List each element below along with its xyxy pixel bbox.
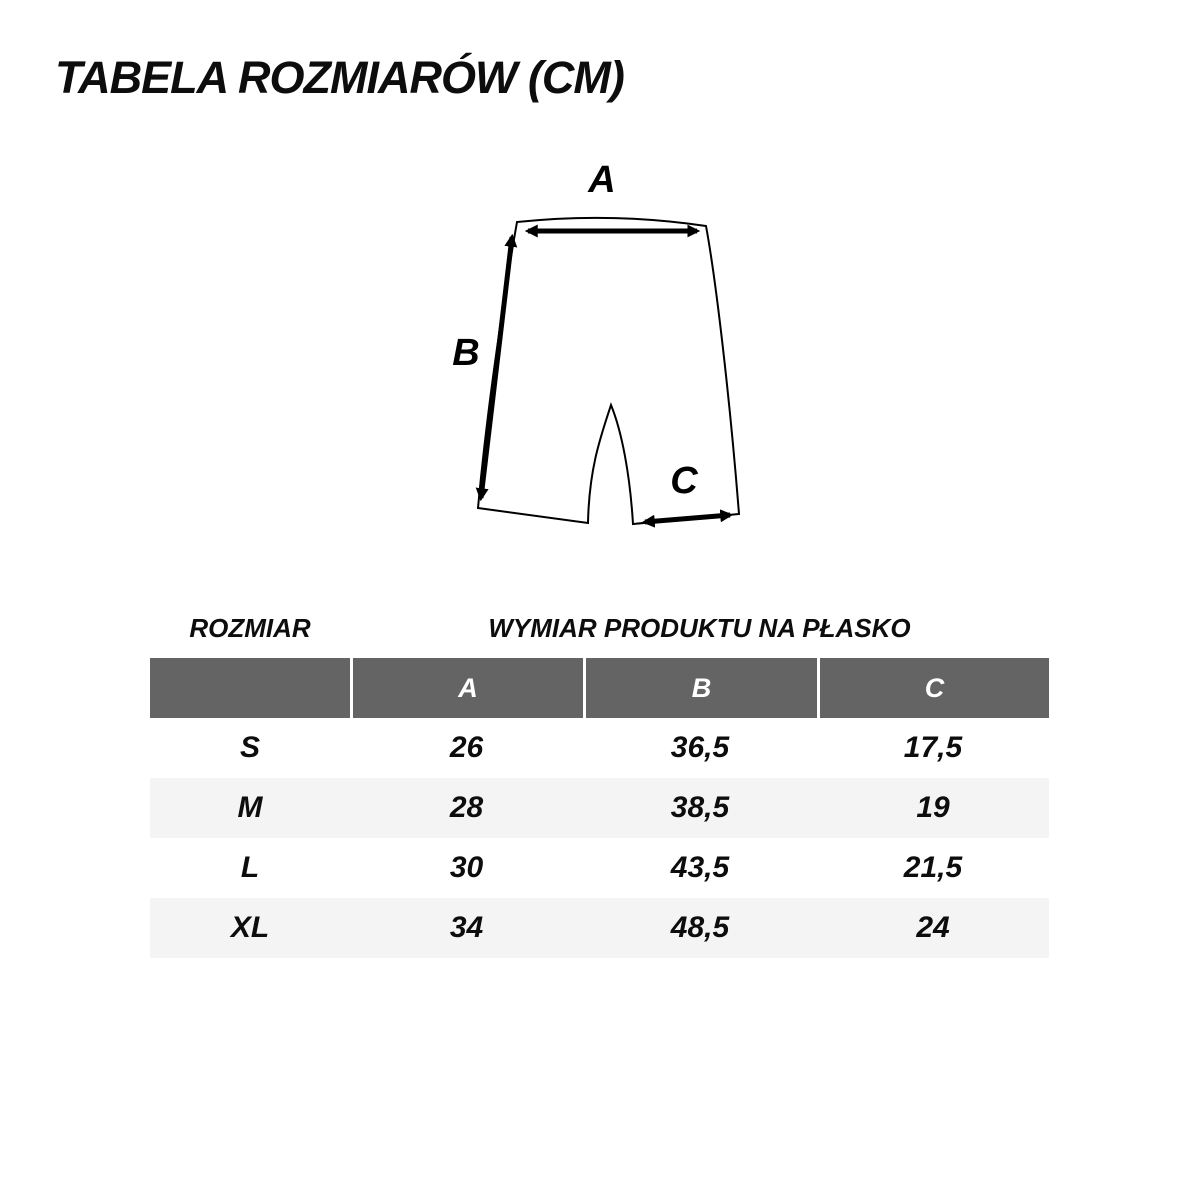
table-row-l xyxy=(150,838,1049,898)
value-b-cell: 38,5 xyxy=(670,791,730,824)
value-c-cell: 19 xyxy=(916,791,950,824)
value-c-cell: 24 xyxy=(916,911,950,944)
value-a-cell: 34 xyxy=(449,911,484,944)
diagram-label-b: B xyxy=(452,332,480,374)
shorts-outline xyxy=(478,218,739,524)
diagram-label-a: A xyxy=(588,159,616,201)
value-a-cell: 30 xyxy=(449,851,484,884)
measure-b-arrow xyxy=(481,237,512,498)
diagram-label-c: C xyxy=(670,460,698,502)
header-cell-c: C xyxy=(817,658,1049,718)
value-a-cell: 26 xyxy=(449,731,484,764)
table-header-row xyxy=(150,658,1049,718)
value-b-cell: 48,5 xyxy=(670,911,730,944)
size-cell: L xyxy=(240,851,260,884)
value-a-cell: 28 xyxy=(449,791,484,824)
size-cell: S xyxy=(239,731,260,764)
table-row-s xyxy=(150,718,1049,778)
table-row-xl xyxy=(150,898,1049,958)
page-title: TABELA ROZMIARÓW (CM) xyxy=(55,52,624,103)
value-c-cell: 17,5 xyxy=(903,731,963,764)
header-cell-b: B xyxy=(583,658,817,718)
size-table xyxy=(150,605,1049,958)
measure-group-header: WYMIAR PRODUKTU NA PŁASKO xyxy=(488,613,911,643)
header-cell-empty xyxy=(150,658,350,718)
shorts-measurement-diagram xyxy=(430,150,770,560)
measure-c-arrow xyxy=(645,515,730,522)
size-cell: XL xyxy=(230,911,270,944)
table-row-m xyxy=(150,778,1049,838)
header-cell-a: A xyxy=(350,658,583,718)
table-group-headers xyxy=(150,605,1049,658)
size-group-header: ROZMIAR xyxy=(189,613,311,643)
shorts-diagram-svg xyxy=(430,150,770,560)
size-cell: M xyxy=(237,791,263,824)
value-c-cell: 21,5 xyxy=(903,851,963,884)
value-b-cell: 36,5 xyxy=(670,731,730,764)
value-b-cell: 43,5 xyxy=(670,851,730,884)
